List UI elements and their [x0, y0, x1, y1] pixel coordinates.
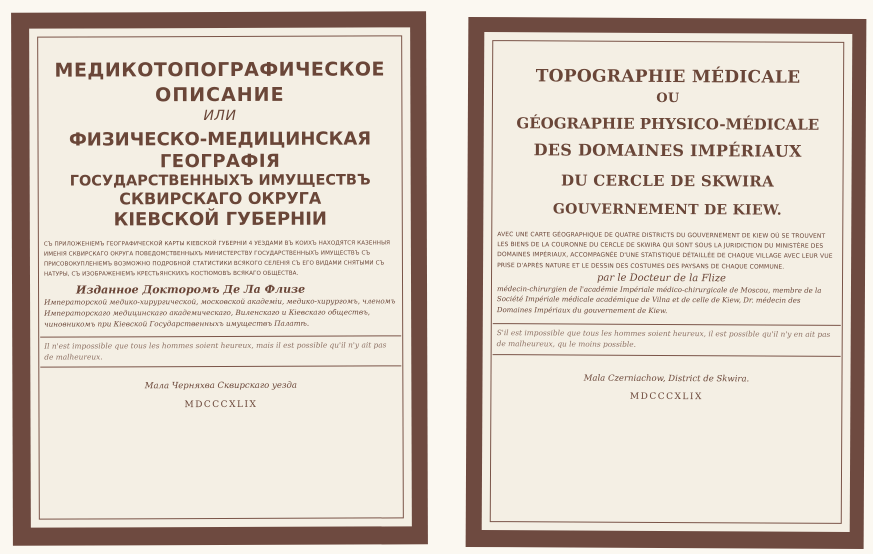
ru-title-line-3: ИЛИ	[203, 107, 237, 124]
ru-author-credentials: Императорской медико-хирургической, московской академіи, медико-хирургомъ, членомъ Императорскаго медицинскаго академическаго, Виленскаго и Кіевскаго обществъ, чиновникомъ при Кіевской Государственныхъ имуществъ Палатѣ.	[44, 296, 396, 329]
french-title-paper	[482, 32, 853, 532]
fr-author-line: par le Docteur de la Flize	[596, 272, 727, 285]
fr-title-line-2: OU	[656, 91, 680, 107]
ru-title-line-7: СКВИРСКАГО ОКРУГА	[119, 188, 322, 209]
russian-title-page	[11, 11, 428, 545]
fr-title-line-6: GOUVERNEMENT DE KIEW.	[552, 201, 782, 219]
fr-title-line-3: GÉOGRAPHIE PHYSICO-MÉDICALE	[516, 114, 820, 134]
ru-title-line-6: ГОСУДАРСТВЕННЫХЪ ИМУЩЕСТВЪ	[69, 171, 371, 190]
ru-title-line-8: КІЕВСКОЙ ГУБЕРНІИ	[113, 208, 328, 230]
fr-title-line-1: TOPOGRAPHIE MÉDICALE	[535, 66, 801, 88]
fr-year: MDCCCXLIX	[629, 392, 703, 403]
fr-motto: S'il est impossible que tous les hommes soient heureux, il est possible qu'il n'y en ait pas de malheureux, qu le moins possible.	[496, 328, 831, 349]
fr-title-line-4: DES DOMAINES IMPÉRIAUX	[533, 140, 802, 161]
fr-title-line-5: DU CERCLE DE SKWIRA	[561, 171, 775, 191]
ru-subtitle: СЪ ПРИЛОЖЕНІЕМЪ ГЕОГРАФИЧЕСКОЙ КАРТЫ КІЕВСКОЙ ГУБЕРНІИ 4 УЕЗДАМИ ВЪ КОИХЪ НАХОДЯТСЯ КАЗЕННЫЯ ИМЕНІЯ СКВИРСКАГО ОКРУГА ПОВЕДОМСТВЕННЫХЪ МИНИСТЕРСТВУ ГОСУДАРСТВЕННЫХЪ ИМУЩЕСТВЪ СЪ ПРИСОВОКУПЛЕНІЕМЪ ВОЗМОЖНО ПОДРОБНОЙ СТАТИСТИКИ ВСЯКОГО СЕЛЕНІЯ СЪ ЕГО ВИДАМИ СНЯТЫМИ СЪ НАТУРЫ, СЪ ИЗОБРАЖЕНІЕМЪ КРЕСТЬЯНСКИХЪ КОСТЮМОВЪ ВСЯКАГО ОБЩЕСТВА.	[43, 240, 391, 278]
fr-author-credentials: médecin-chirurgien de l'académie Impériale médico-chirurgicale de Moscou, membre de la Société Impériale médicale académique de Vilna et de celle de Kiew, Dr. médecin des Domaines Impériaux du gouvernement de Kiew.	[496, 284, 822, 315]
ru-title-line-5: ГЕОГРАФІЯ	[159, 151, 281, 173]
fr-subtitle: AVEC UNE CARTE GÉOGRAPHIQUE DE QUATRE DISTRICTS DU GOUVERNEMENT DE KIEW OÙ SE TROUVENT LES BIENS DE LA COURONNE DU CERCLE DE SKWIRA QUI SONT SOUS LA JURIDICTION DU MINISTÈRE DES DOMAINES IMPÉRIAUX, ACCOMPAGNÉE D'UNE STATISTIQUE DÉTAILLÉE DE CHAQUE VILLAGE AVEC LEUR VUE PRISE D'APRÈS NATURE ET LE DESSIN DES COSTUMES DES PAYSANS DE CHAQUE COMMUNE.	[497, 231, 833, 271]
ru-imprint: Мала Черняхва Сквирскаго уезда	[144, 380, 298, 392]
ru-motto: Il n'est impossible que tous les hommes soient heureux, mais il est possible qu'il n'y ait pas de malheureux.	[44, 340, 387, 362]
ru-divider-top	[40, 335, 401, 337]
ru-title-line-4: ФИЗИЧЕСКО-МЕДИЦИНСКАЯ	[68, 128, 372, 151]
french-title-content	[496, 46, 838, 518]
ru-author-line: Изданное Докторомъ Де Ла Флизе	[76, 283, 306, 297]
french-title-page	[466, 17, 867, 549]
ru-divider-bottom	[40, 366, 401, 368]
fr-imprint: Mala Czerniachow, District de Skwira.	[583, 373, 750, 385]
ru-title-line-2: ОПИСАНИЕ	[155, 84, 285, 107]
russian-title-content	[43, 41, 398, 513]
ru-title-line-1: МЕДИКОТОПОГРАФИЧЕСКОЕ	[54, 58, 386, 82]
fr-divider-bottom	[493, 354, 841, 357]
ru-year: MDCCCXLIX	[184, 399, 258, 410]
russian-title-paper	[29, 27, 412, 527]
